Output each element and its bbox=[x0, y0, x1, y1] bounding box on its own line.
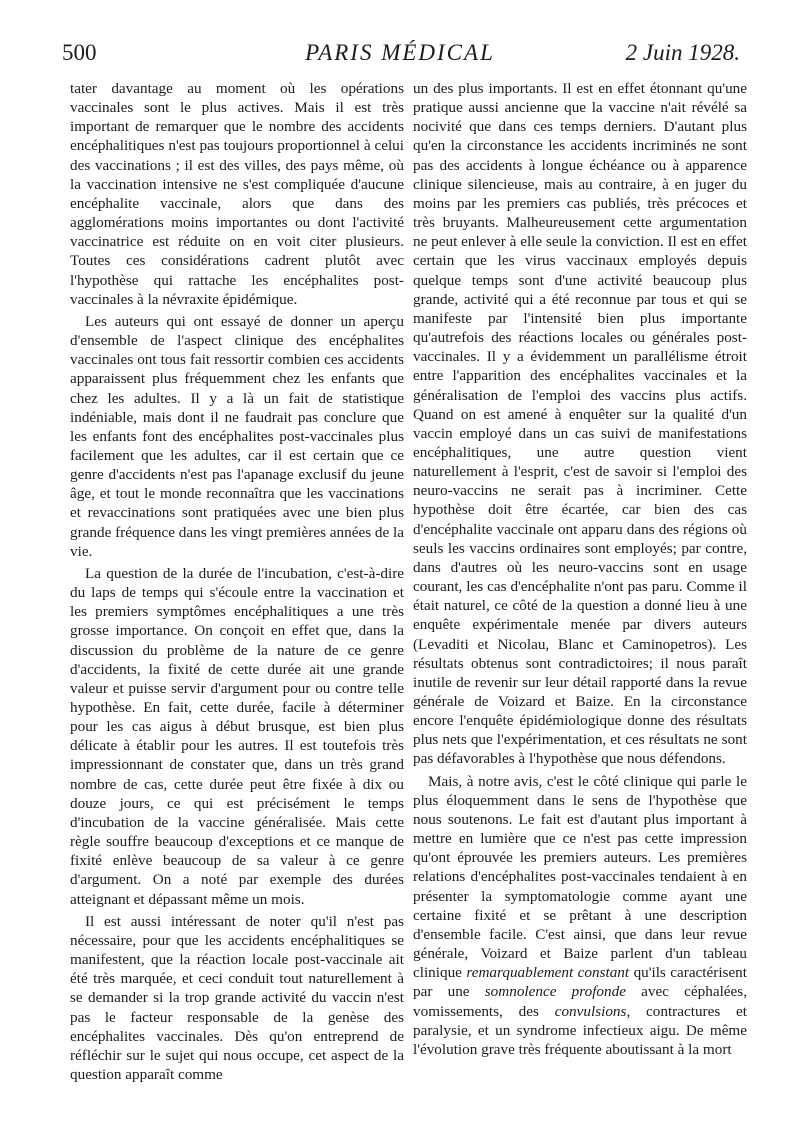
paragraph: La question de la durée de l'incubation, c'est-à-dire du laps de temps qui s'écoule entre la vaccination et les premiers symptômes encéphalitiques a une très grosse importance. On conçoit en effet que, dans la discussion du problème de la nature de ce genre d'accidents, la fixité de cette durée ait une grande valeur et puisse servir d'argument pour ou contre telle hypothèse. En fait, cette durée, facile à déterminer pour les cas aigus à début brusque, est bien plus délicate à établir pour les autres. Il est toutefois très impressionnant de constater que, dans un très grand nombre de cas, cette durée peut être fixée à dix ou douze jours, ce qui est précisément le temps d'incubation de la vaccine généralisée. Mais cette règle souffre beaucoup d'exceptions et ce manque de fixité enlève beaucoup de sa valeur à ce genre d'argument. On a noté par exemple des durées atteignant et dépassant même un mois. bbox=[70, 564, 404, 908]
paragraph: tater davantage au moment où les opérations vaccinales sont le plus actives. Mais il est très important de remarquer que le nombre des accidents encéphalitiques n'est pas toujours proportionnel à celui des vaccinations ; il est des villes, des pays même, où la vaccination intensive ne s'est compliquée d'aucune encéphalite vaccinale, alors que dans des agglomérations moins importantes ou dont l'activité vaccinatrice est réduite on en voit citer plusieurs. Toutes ces considérations cadrent plutôt avec l'hypothèse qui rattache les encéphalites post-vaccinales à la névraxite épidémique. bbox=[70, 80, 404, 308]
paragraph bbox=[413, 772, 747, 1059]
running-header bbox=[52, 40, 748, 66]
page-number: 500 bbox=[62, 40, 97, 65]
left-column bbox=[70, 79, 404, 1084]
right-column bbox=[413, 79, 747, 1059]
text-run: avec céphalées, vomissements, des bbox=[413, 983, 747, 1020]
issue-date: 2 Juin 1928. bbox=[625, 40, 740, 65]
text-run: Mais, à notre avis, c'est le côté clinique qui parle le plus éloquemment dans le sens de l'hypothèse que nous soutenons. Le fait est d'autant plus important à mettre en lumière que ce n'est pas cette impression qu'ont éprouvée les premiers auteurs. Les premières relations d'encéphalites post-vaccinales tendaient à en présenter la symptomatologie comme ayant une certaine fixité et se prêtant à une description d'ensemble facile. C'est ainsi, que dans leur revue générale, Voizard et Baize parlent d'un tableau clinique bbox=[413, 772, 747, 982]
paragraph: un des plus importants. Il est en effet étonnant qu'une pratique aussi ancienne que la vaccine n'ait révélé sa nocivité que dans ces temps derniers. D'autant plus qu'en la circonstance les accidents incriminés ne sont pas des accidents à longue échéance ou à apparence clinique silencieuse, mais au contraire, à en juger du moins par les premiers cas publiés, très précoces et très bruyants. Malheureusement cette argumentation ne peut enlever à elle seule la conviction. Il est en effet certain que les virus vaccinaux employés depuis quelque temps sont d'une activité beaucoup plus grande, activité qui a été reconnue par tous et qui se manifeste par l'intensité bien plus importante qu'autrefois des réactions locales ou générales post-vaccinales. Il y a évidemment un parallélisme étroit entre l'apparition des encéphalites vaccinales et la généralisation de l'emploi des vaccins plus actifs. Quand on est amené à enquêter sur la qualité d'un vaccin employé dans un cas suivi de manifestations encéphalitiques, une autre question vient naturellement à l'esprit, c'est de savoir si l'emploi des neuro-vaccins ne serait pas à incriminer. Cette hypothèse doit être écartée, car bien des cas d'encéphalite vaccinale ont apparu dans des régions où seuls les vaccins ordinaires sont employés; par contre, dans d'autres où les neuro-vaccins sont en usage courant, les cas d'encéphalite n'ont pas paru. Comme il était naturel, ce côté de la question a donné lieu à une enquête expérimentale menée par divers auteurs (Levaditi et Nicolau, Blanc et Caminopetros). Les résultats obtenus sont contradictoires; il nous paraît inutile de revenir sur leur détail rapporté dans la revue générale de Voizard et Baize. En la circonstance encore l'enquête épidémiologique donne des résultats plus nets que l'expérimentation, et ces résultats ne sont pas défavorables à l'hypothèse que nous défendons. bbox=[413, 80, 747, 768]
paragraph: Il est aussi intéressant de noter qu'il n'est pas nécessaire, pour que les accidents encéphalitiques se manifestent, que la réaction locale post-vaccinale ait été très marquée, et ceci conduit tout naturellement à se demander si la trop grande activité du vaccin n'est pas le facteur responsable de la genèse des encéphalites vaccinales. Dès qu'on entreprend de réfléchir sur le sujet qui nous occupe, cet aspect de la question apparaît comme bbox=[70, 912, 404, 1083]
paragraph: Les auteurs qui ont essayé de donner un aperçu d'ensemble de l'aspect clinique des encéphalites vaccinales ont tous fait ressortir combien ces accidents apparaissent plus fréquemment chez les enfants que chez les adultes. Il y a là un fait de statistique indéniable, mais dont il ne faudrait pas conclure que les enfants font des encéphalites post-vaccinales plus facilement que les adultes, car il est certain que ce genre d'accidents n'est pas l'apanage exclusif du jeune âge, et tout le monde reconnaîtra que les vaccinations et revaccinations sont pratiquées avec une bien plus grande fréquence dans les vingt premières années de la vie. bbox=[70, 312, 404, 560]
italic-phrase: somnolence profonde bbox=[484, 983, 626, 1001]
italic-phrase: convulsions bbox=[554, 1002, 627, 1020]
italic-phrase: remarquablement constant bbox=[466, 964, 630, 982]
text-run: , contractures et paralysie, et un syndrome infectieux aigu. De même l'évolution grave très fréquente aboutissant à la mort bbox=[413, 1002, 748, 1058]
text-run: qu'ils caractérisent par une bbox=[413, 964, 747, 1001]
journal-title: PARIS MÉDICAL bbox=[305, 40, 495, 65]
